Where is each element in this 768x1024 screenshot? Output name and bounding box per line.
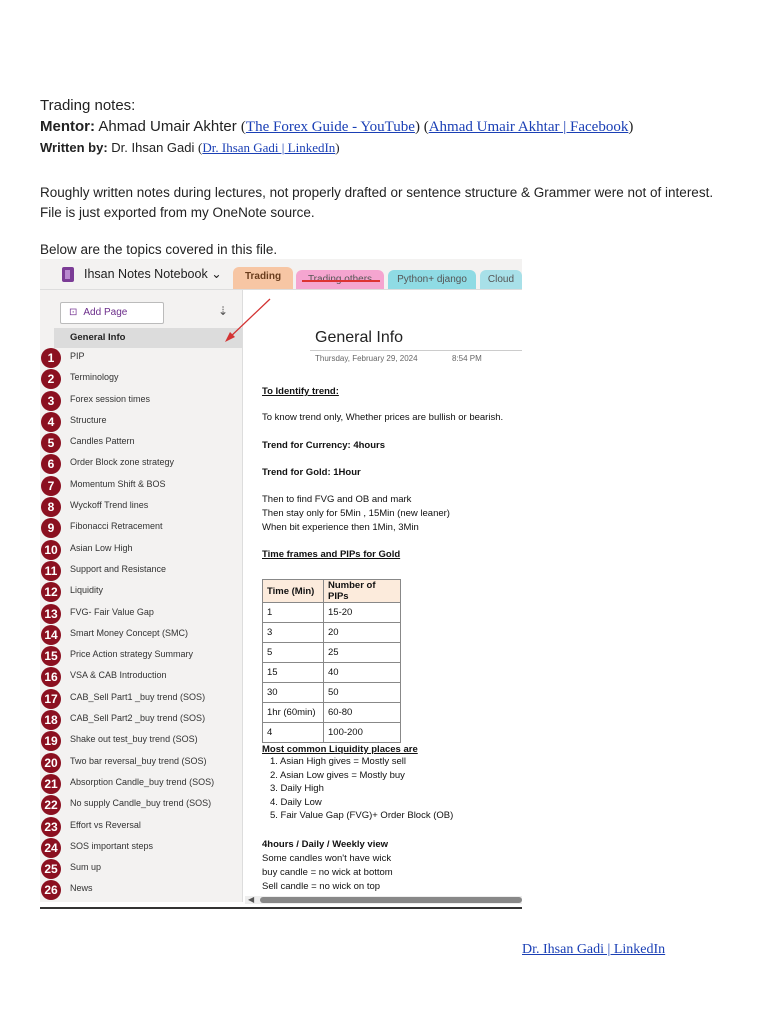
page-number-badge: 4 — [41, 412, 61, 432]
then-line-3: When bit experience then 1Min, 3Min — [262, 522, 419, 533]
page-title-label: Support and Resistance — [70, 563, 167, 574]
notebook-name[interactable]: Ihsan Notes Notebook ⌄ — [84, 267, 222, 281]
page-number-badge: 15 — [41, 646, 61, 666]
table-cell: 1hr (60min) — [263, 703, 324, 723]
tab-trading[interactable]: Trading — [233, 267, 293, 289]
page-title-label: Effort vs Reversal — [70, 819, 141, 830]
page-number-badge: 19 — [41, 731, 61, 751]
view-line-2: buy candle = no wick at bottom — [262, 867, 393, 878]
page-title-label: Liquidity — [70, 585, 104, 596]
list-item: 4. Daily Low — [270, 796, 322, 808]
page-number-badge: 16 — [41, 667, 61, 687]
page-number-badge: 22 — [41, 795, 61, 815]
page-number-badge: 21 — [41, 774, 61, 794]
page-number-badge: 6 — [41, 454, 61, 474]
then-line-2: Then stay only for 5Min , 15Min (new leaner) — [262, 508, 450, 519]
page-number-badge: 23 — [41, 817, 61, 837]
list-item: 5. Fair Value Gap (FVG)+ Order Block (OB) — [270, 810, 454, 821]
page-title-label: Two bar reversal_buy trend (SOS) — [70, 755, 207, 766]
page-number-badge: 26 — [41, 880, 61, 900]
sidebar-item-general-info[interactable]: General Info — [54, 328, 242, 348]
page-title-label: Shake out test_buy trend (SOS) — [70, 734, 198, 745]
written-name: Dr. Ihsan Gadi — [111, 140, 195, 155]
view-line-1: Some candles won't have wick — [262, 853, 392, 864]
table-cell: 15 — [263, 663, 324, 683]
page-number-badge: 12 — [41, 582, 61, 602]
table-cell: 60-80 — [324, 703, 401, 723]
list-item: 3. Daily High — [270, 783, 324, 794]
page-title-label: Momentum Shift & BOS — [70, 478, 166, 489]
page-title-label: News — [70, 883, 93, 894]
liquidity-heading: Most common Liquidity places are — [262, 744, 418, 755]
paren: ) — [628, 119, 634, 135]
page-number-badge: 24 — [41, 838, 61, 858]
mentor-name: Ahmad Umair Akhter — [98, 118, 237, 135]
intro-paragraph: Roughly written notes during lectures, not properly drafted or sentence structure & Grammer were not of interest. File is just exported from my OneNote source. — [40, 185, 714, 220]
table-cell: 1 — [263, 603, 324, 623]
timeframes-heading: Time frames and PIPs for Gold — [262, 549, 401, 560]
document-header — [40, 95, 740, 157]
page-title-label: Asian Low High — [70, 542, 133, 553]
table-header: Time (Min) — [263, 580, 324, 603]
trend-gold: Trend for Gold: 1Hour — [262, 467, 361, 478]
add-page-icon: ⊡ — [69, 307, 78, 318]
page-title-label: Price Action strategy Summary — [70, 649, 194, 660]
page-number-badge: 10 — [41, 540, 61, 560]
list-item: 1. Asian High gives = Mostly sell — [270, 756, 406, 767]
page-number-badge: 9 — [41, 518, 61, 538]
table-cell: 20 — [324, 623, 401, 643]
page-title-label: Smart Money Concept (SMC) — [70, 627, 189, 638]
table-cell: 5 — [263, 643, 324, 663]
table-cell: 25 — [324, 643, 401, 663]
table-cell: 50 — [324, 683, 401, 703]
table-header: Number of PIPs — [324, 580, 401, 603]
youtube-link[interactable]: The Forex Guide - YouTube — [245, 119, 415, 135]
page-title-label: Candles Pattern — [70, 436, 135, 447]
identify-heading: To Identify trend: — [262, 386, 339, 397]
page-number-badge: 7 — [41, 476, 61, 496]
paren: ( — [240, 119, 246, 135]
written-by-line — [40, 138, 740, 157]
page-number-badge: 18 — [41, 710, 61, 730]
annotation-arrow — [40, 259, 522, 909]
page-title-label: CAB_Sell Part2 _buy trend (SOS) — [70, 713, 206, 724]
tab-cloud[interactable]: Cloud — [480, 270, 522, 289]
page-number-badge: 13 — [41, 604, 61, 624]
page-number-badge: 17 — [41, 689, 61, 709]
table-cell: 30 — [263, 683, 324, 703]
page-number-badge: 14 — [41, 625, 61, 645]
paren: ) ( — [414, 119, 429, 135]
page-title-label: Order Block zone strategy — [70, 457, 175, 468]
page-time: 8:54 PM — [452, 354, 482, 363]
page-title-label: Absorption Candle_buy trend (SOS) — [70, 776, 215, 787]
topics-line: Below are the topics covered in this file. — [40, 242, 278, 257]
page-title: General Info — [315, 329, 404, 346]
sort-icon[interactable]: ⇣ — [218, 304, 229, 318]
page-number-badge: 2 — [41, 369, 61, 389]
table-cell: 3 — [263, 623, 324, 643]
page-title-label: PIP — [70, 351, 85, 361]
then-line-1: Then to find FVG and OB and mark — [262, 494, 412, 505]
list-item: 2. Asian Low gives = Mostly buy — [270, 769, 405, 781]
footer-linkedin-link[interactable]: Dr. Ihsan Gadi | LinkedIn — [522, 942, 666, 957]
facebook-link[interactable]: Ahmad Umair Akhtar | Facebook — [428, 119, 629, 135]
page-number-badge: 8 — [41, 497, 61, 517]
page-title-label: Fibonacci Retracement — [70, 521, 163, 532]
scroll-left-icon[interactable]: ◀ — [248, 895, 255, 904]
page-number-badge: 5 — [41, 433, 61, 453]
paren: ( — [198, 140, 203, 155]
view-line-3: Sell candle = no wick on top — [262, 881, 381, 892]
table-cell: 4 — [263, 723, 324, 743]
page-title-label: Sum up — [70, 862, 102, 873]
page-number-badge: 20 — [41, 753, 61, 773]
page-title-label: No supply Candle_buy trend (SOS) — [70, 798, 212, 809]
table-cell: 15-20 — [324, 603, 401, 623]
page-date: Thursday, February 29, 2024 — [315, 354, 418, 363]
page-title-label: FVG- Fair Value Gap — [70, 606, 154, 617]
identify-text: To know trend only, Whether prices are bullish or bearish. — [262, 412, 504, 423]
page-number-badge: 11 — [41, 561, 61, 581]
add-page-button[interactable]: ⊡ Add Page — [60, 302, 164, 324]
mentor-line — [40, 116, 740, 138]
onenote-screenshot — [40, 259, 522, 909]
chevron-down-icon: ⌄ — [211, 267, 222, 281]
page-title-label: Structure — [70, 414, 107, 425]
page-number-badge: 3 — [41, 391, 61, 411]
tab-python-django[interactable]: Python+ django — [388, 270, 476, 289]
doc-title: Trading notes: — [40, 97, 136, 114]
page-title-label: Wyckoff Trend lines — [70, 500, 149, 511]
page-title-label: VSA & CAB Introduction — [70, 670, 167, 681]
linkedin-link[interactable]: Dr. Ihsan Gadi | LinkedIn — [202, 140, 336, 155]
paren: ) — [335, 140, 340, 155]
trend-currency: Trend for Currency: 4hours — [262, 440, 385, 451]
page-title-label: Forex session times — [70, 393, 151, 404]
page-title-label: CAB_Sell Part1 _buy trend (SOS) — [70, 691, 206, 702]
mentor-label: Mentor: — [40, 118, 95, 135]
page-number-badge: 1 — [41, 348, 61, 368]
written-label: Written by: — [40, 140, 108, 155]
table-cell: 100-200 — [324, 723, 401, 743]
page-title-label: Terminology — [70, 372, 119, 383]
page-title-label: SOS important steps — [70, 840, 154, 851]
table-cell: 40 — [324, 663, 401, 683]
page-number-badge: 25 — [41, 859, 61, 879]
view-heading: 4hours / Daily / Weekly view — [262, 839, 389, 850]
